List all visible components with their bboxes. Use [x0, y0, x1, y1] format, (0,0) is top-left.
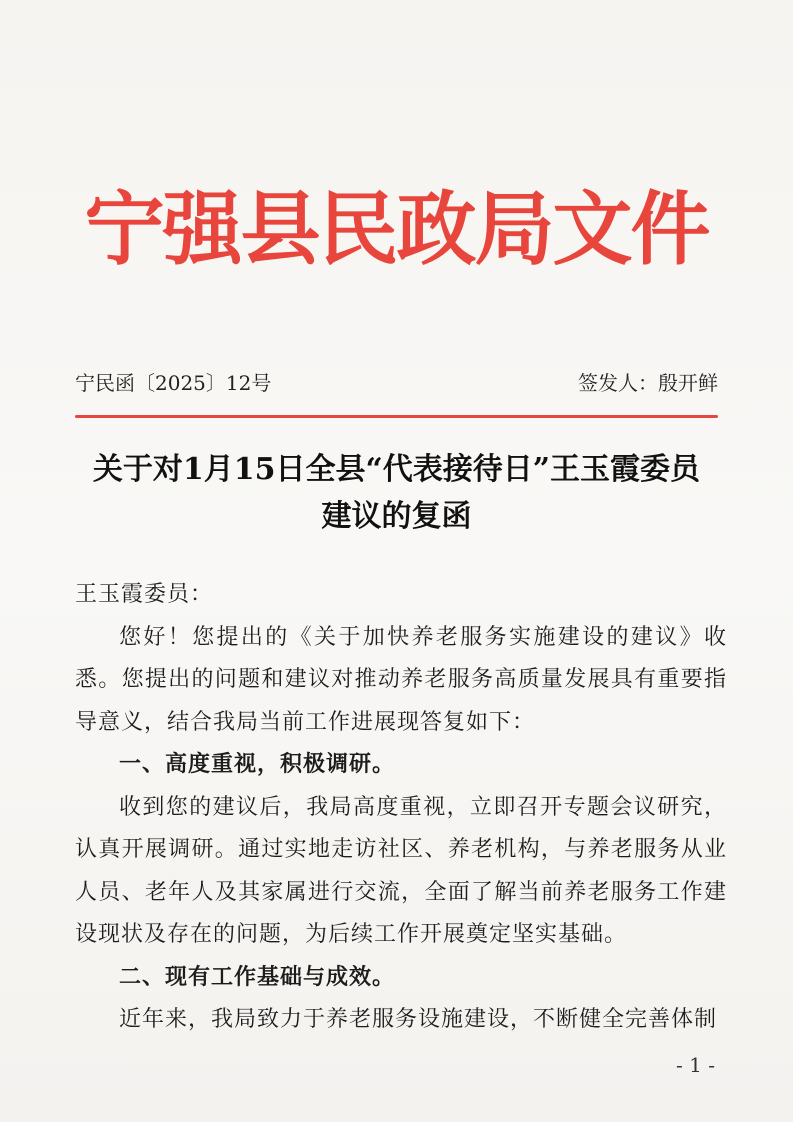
page-number: - 1 -	[676, 1053, 715, 1077]
title-line-2: 建议的复函	[321, 499, 472, 534]
section-heading-1: 一、高度重视，积极调研。	[119, 752, 396, 777]
signer-name: 殷开鲜	[658, 371, 718, 395]
document-masthead: 宁强县民政局文件	[84, 183, 709, 276]
red-divider-line	[75, 415, 718, 418]
document-title	[40, 446, 753, 540]
document-number: 宁民函〔2025〕12号	[75, 371, 272, 395]
title-line-1: 关于对1月15日全县“代表接待日”王玉霞委员	[92, 452, 701, 487]
body-paragraph-2: 收到您的建议后，我局高度重视，立即召开专题会议研究，认真开展调研。通过实地走访社区、养老机构，与养老服务从业人员、老年人及其家属进行交流，全面了解当前养老服务工作建设现状及存在的问题，为后续工作开展奠定坚实基础。	[75, 794, 727, 947]
body-paragraph-1: 您好！您提出的《关于加快养老服务实施建设的建议》收悉。您提出的问题和建议对推动养老服务高质量发展具有重要指导意义，结合我局当前工作进展现答复如下：	[75, 624, 727, 735]
signer-line	[578, 368, 718, 398]
section-heading-2: 二、现有工作基础与成效。	[119, 964, 396, 990]
salutation: 王玉霞委员：	[75, 582, 214, 607]
body-paragraph-3: 近年来，我局致力于养老服务设施建设，不断健全完善体制	[119, 1007, 718, 1032]
document-body	[75, 574, 727, 1042]
signer-label: 签发人：	[578, 371, 658, 395]
